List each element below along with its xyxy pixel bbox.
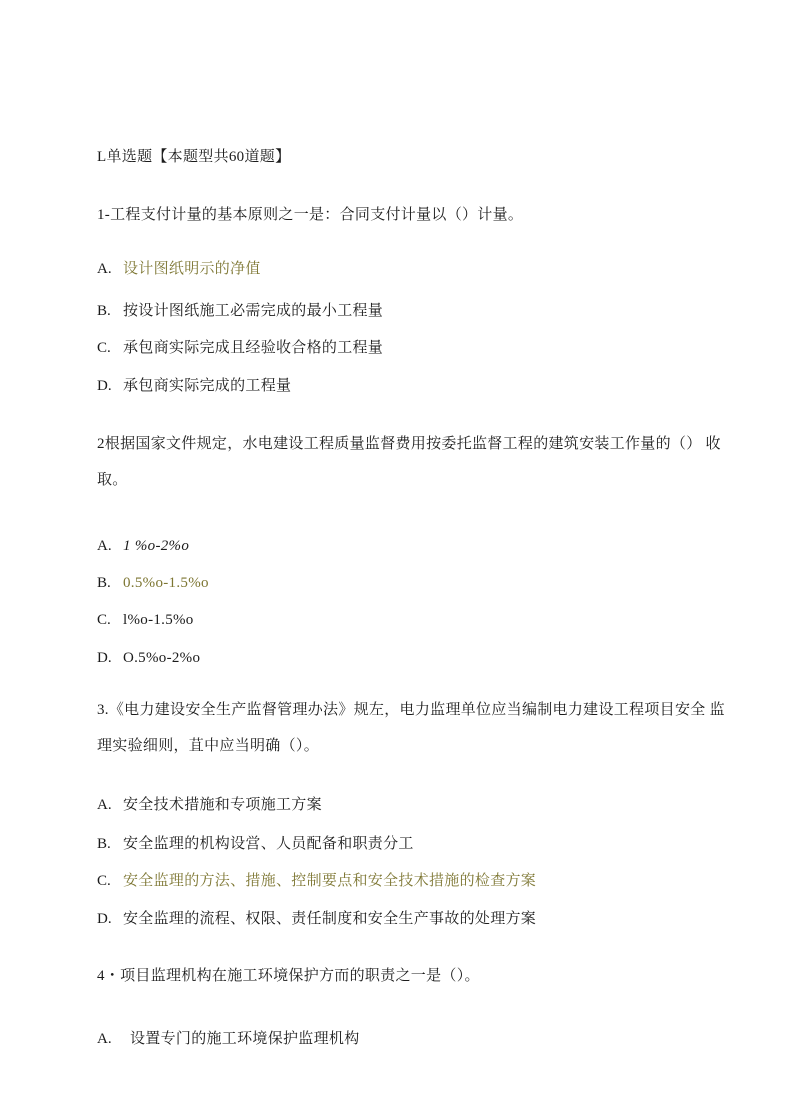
question-2-text-line-1: 2根据国家文件规定，水电建设工程质量监督费用按委托监督工程的建筑安装工作量的（） 收 (97, 436, 721, 452)
option-letter: B. (97, 575, 111, 591)
question-1-text: 1-工程支付计量的基本原则之一是：合同支付计量以（）计量。 (97, 207, 524, 223)
option-text: 设置专门的施工环境保护监理机构 (130, 1031, 360, 1047)
option-letter: B. (97, 303, 111, 319)
option-text: 安全监理的流程、权限、责任制度和安全生产事故的处理方案 (123, 911, 537, 927)
question-3-option-a (97, 795, 322, 815)
option-letter: D. (97, 378, 112, 394)
option-text: 1 %o-2%o (123, 538, 190, 554)
question-3-option-c (97, 871, 536, 891)
option-text: 承包商实际完成的工程量 (123, 378, 292, 394)
question-3-text-line-2: 理实验细则，苴中应当明确（）。 (97, 738, 320, 754)
option-letter: C. (97, 340, 111, 356)
option-text: 按设计图纸施工必需完成的最小工程量 (123, 303, 384, 319)
option-letter: B. (97, 836, 111, 852)
question-1-option-a (97, 259, 261, 279)
question-4-option-a (97, 1029, 360, 1049)
option-text: l%o-1.5%o (123, 612, 194, 628)
question-2-option-d (97, 648, 200, 668)
option-letter: A. (97, 1031, 112, 1047)
option-text: 0.5%o-1.5%o (123, 575, 209, 591)
option-letter: A. (97, 797, 112, 813)
option-text: 安全监理的机构设営、人员配备和职责分工 (123, 836, 414, 852)
option-letter: D. (97, 911, 112, 927)
question-3-text-line-1: 3.《电力建设安全生产监督管理办法》规左，电力监理单位应当编制电力建设工程项目安全 监 (97, 702, 725, 718)
option-letter: C. (97, 612, 111, 628)
question-2-option-a (97, 536, 189, 556)
option-letter: A. (97, 538, 112, 554)
option-letter: A. (97, 261, 112, 277)
question-1-option-b (97, 301, 383, 321)
option-letter: D. (97, 650, 112, 666)
question-3-option-d (97, 909, 536, 929)
question-1-option-d (97, 376, 291, 396)
section-title: L单选题【本题型共60道题】 (97, 149, 291, 165)
question-3-option-b (97, 834, 414, 854)
question-2-option-b (97, 573, 209, 593)
option-text: 安全技术措施和专项施工方案 (123, 797, 322, 813)
question-4-text: 4・项目监理机构在施工环境保护方而的职责之一是（）。 (97, 968, 480, 984)
option-letter: C. (97, 873, 111, 889)
option-text: 安全监理的方法、措施、控制要点和安全技术措施的检查方案 (123, 873, 537, 889)
question-2-option-c (97, 610, 194, 630)
question-1-option-c (97, 338, 383, 358)
option-text: 承包商实际完成且经验收合格的工程量 (123, 340, 384, 356)
question-2-text-line-2: 取。 (97, 472, 128, 488)
option-text: 设计图纸明示的净值 (123, 261, 261, 277)
option-text: O.5%o-2%o (123, 650, 201, 666)
